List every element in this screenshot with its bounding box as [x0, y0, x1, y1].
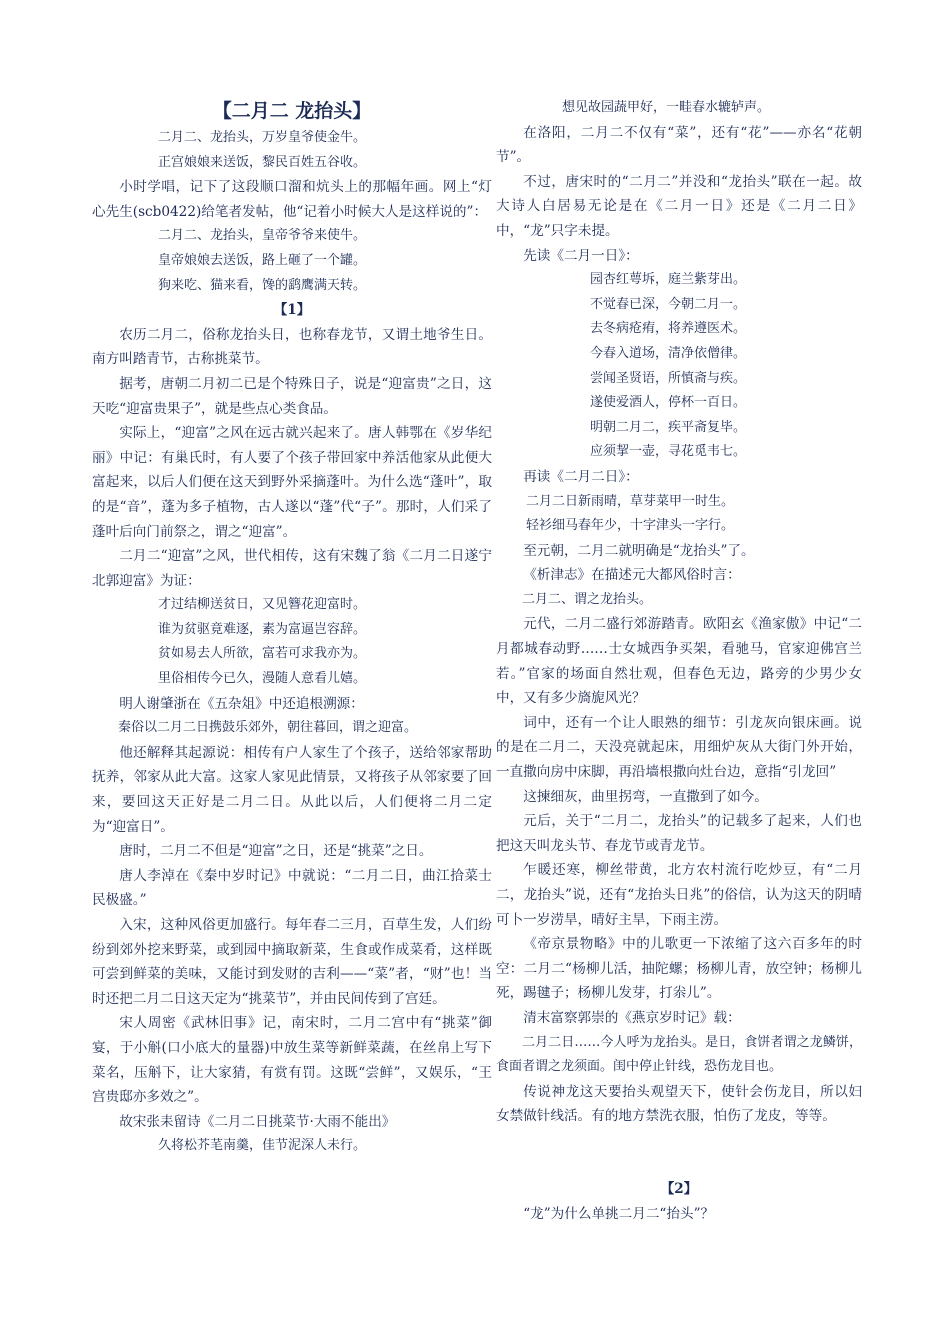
verse-line: 想见故园蔬甲好，一畦春水辘轳声。 — [562, 100, 771, 115]
verse-line: 久将松芥芼南羹，佳节泥深人未行。 — [158, 1138, 367, 1154]
verse-line: 二月二日新雨晴，草芽菜甲一时生。 — [526, 493, 735, 509]
paragraph: 至元朝，二月二就明确是“龙抬头”了。 — [523, 542, 755, 559]
verse-line: 园杏红萼坼，庭兰紫芽出。 — [590, 272, 747, 288]
verse-line: 皇帝娘娘去送饭，路上砸了一个罐。 — [158, 252, 367, 268]
verse-line: 二月二、龙抬头，万岁皇爷使金牛。 — [158, 130, 367, 145]
verse-line: 去冬病疮痏，将养遵医术。 — [590, 321, 747, 337]
paragraph: 不过，唐宋时的“二月二”并没和“龙抬头”联在一起。故大诗人白居易无论是在《二月一日》还是《二月二日》中，“龙”只字未提。 — [496, 173, 862, 239]
verse-line: 才过结柳送贫日，又见簪花迎富时。 — [158, 597, 367, 613]
paragraph: 唐人李淖在《秦中岁时记》中就说：“二月二日，曲江拾菜士民极盛。” — [92, 867, 492, 909]
quote-paragraph: 二月二、谓之龙抬头。 — [522, 591, 653, 607]
verse-line: 不觉春已深，今朝二月一。 — [590, 296, 747, 312]
verse-line: 今春入道场，清净依僧律。 — [590, 345, 747, 361]
right-column-body — [496, 96, 862, 1226]
blank-line — [496, 1153, 862, 1177]
paragraph: 农历二月二，俗称龙抬头日，也称春龙节，又谓土地爷生日。南方叫踏青节，古称挑菜节。 — [92, 326, 492, 368]
quote-paragraph: 二月二日……今人呼为龙抬头。是日，食饼者谓之龙鳞饼，食面者谓之龙须面。闺中停止针线，恐伤龙目也。 — [496, 1034, 862, 1075]
paragraph: 他还解释其起源说：相传有户人家生了个孩子，送给邻家帮助抚养，邻家从此大富。这家人家见此情景，又将孩子从邻家要了回来，要回这天正好是二月二日。从此以后，人们便将二月二定为“迎富日”。 — [92, 744, 492, 835]
paragraph: 《帝京景物略》中的儿歌更一下浓缩了这六百多年的时空：二月二“杨柳儿活，抽陀螺；杨柳儿青，放空钟；杨柳儿死，踢毽子；杨柳儿发芽，打尜儿”。 — [496, 936, 862, 1002]
left-column-body — [92, 126, 492, 1159]
article-title: 【二月二 龙抬头】 — [212, 100, 372, 122]
paragraph: 《析津志》在描述元大都风俗时言： — [523, 567, 741, 584]
paragraph: 清末富察郭崇的《燕京岁时记》载： — [523, 1009, 741, 1026]
verse-line: 谁为贫驱竟难逐，素为富逼岂容辞。 — [158, 621, 367, 637]
paragraph: “龙”为什么单挑二月二“抬头”？ — [523, 1205, 715, 1222]
paragraph: 传说神龙这天要抬头观望天下，使针会伤龙目，所以妇女禁做针线活。有的地方禁洗衣服，怕伤了龙皮，等等。 — [496, 1083, 862, 1125]
paragraph: 小时学唱，记下了这段顺口溜和炕头上的那幅年画。网上“灯心先生(scb0422)给笔者发帖，他“记着小时候大人是这样说的”： — [92, 179, 492, 220]
verse-line: 里俗相传今已久，漫随人意看儿嬉。 — [158, 671, 367, 687]
paragraph: 乍暖还寒，柳丝带黄，北方农村流行吃炒豆，有“二月二，龙抬头”说，还有“龙抬头日兆”的俗信，认为这天的阴晴可卜一岁涝旱，晴好主旱，下雨主涝。 — [496, 862, 862, 928]
paragraph: 元代，二月二盛行郊游踏青。欧阳玄《渔家傲》中记“二月都城春动野……士女城西争买架，看驰马，官家迎佛宫兰若。”官家的场面自然壮观，但春色无边，路旁的少男少女中，又有多少旖旎风光？ — [496, 616, 862, 707]
paragraph: 唐时，二月二不但是“迎富”之日，还是“挑菜”之日。 — [119, 843, 433, 860]
section-heading: 【2】 — [660, 1180, 698, 1197]
paragraph: 再读《二月二日》： — [523, 468, 639, 485]
paragraph: 词中，还有一个让人眼熟的细节：引龙灰向银床画。说的是在二月二，天没亮就起床，用细炉灰从大街门外开始，一直撒向房中床脚，再沿墙根撒向灶台边，意指“引龙回” — [496, 714, 862, 781]
paragraph: 据考，唐朝二月初二已是个特殊日子，说是“迎富贵”之日，这天吃“迎富贵果子”，就是些点心类食品。 — [92, 375, 492, 417]
verse-line: 轻衫细马春年少，十字津头一字行。 — [526, 518, 735, 534]
section-heading: 【1】 — [273, 302, 311, 319]
verse-line: 遂使爱酒人，停杯一百日。 — [590, 395, 747, 411]
verse-line: 贫如易去人所欲，富若可求我亦为。 — [158, 646, 367, 662]
blank-line — [496, 1129, 862, 1153]
paragraph: 宋人周密《武林旧事》记，南宋时，二月二宫中有“挑菜”御宴，于小斛(口小底大的量器)中放生菜等新鲜菜蔬，在丝帛上写下菜名，压斛下，让大家猜，有赏有罚。这既“尝鲜”，又娱乐，“王宫贵邸亦多效之”。 — [92, 1015, 492, 1106]
right-column — [496, 96, 862, 1226]
verse-line: 尝闻圣贤语，所慎斋与疾。 — [590, 370, 747, 386]
verse-line: 狗来吃、猫来看，馋的鹞鹰满天转。 — [158, 277, 367, 293]
quote-paragraph: 秦俗以二月二日携鼓乐郊外，朝往暮回，谓之迎富。 — [118, 720, 418, 736]
left-column — [92, 96, 492, 1159]
paragraph: 二月二“迎富”之风，世代相传，这有宋魏了翁《二月二日遂宁北郭迎富》为证： — [92, 548, 492, 589]
verse-line: 应须挈一壶，寻花觅韦七。 — [590, 444, 747, 460]
paragraph: 故宋张耒留诗《二月二日挑菜节·大雨不能出》 — [119, 1113, 396, 1130]
paragraph: 入宋，这种风俗更加盛行。每年春二三月，百草生发，人们纷纷到郊外挖来野菜，或到园中摘取新菜，生食或作成菜肴，这样既可尝到鲜菜的美味，又能讨到发财的吉利——“菜”者，“财”也！当时还把二月二日这天定为“挑菜节”，并由民间传到了宫廷。 — [92, 917, 492, 1007]
paragraph: 先读《二月一日》： — [523, 247, 639, 264]
paragraph: 这揀细灰，曲里拐弯，一直撒到了如今。 — [523, 788, 768, 805]
verse-line: 正宫娘娘来送饭，黎民百姓五谷收。 — [158, 154, 367, 170]
paragraph: 在洛阳，二月二不仅有“菜”，还有“花”——亦名“花朝节”。 — [496, 124, 862, 166]
paragraph: 实际上，“迎富”之风在远古就兴起来了。唐人韩鄂在《岁华纪丽》中记：有巢氏时，有人要了个孩子带回家中养活他家从此便大富起来，以后人们便在这天到野外采摘蓬叶。为什么选“蓬叶”，取的是“音”，蓬为多子植物，古人遂以“蓬”代“子”。那时，人们采了蓬叶后向门前祭之，谓之“迎富”。 — [92, 425, 492, 540]
paragraph: 明人谢肇浙在《五杂俎》中还追根溯源： — [119, 695, 364, 712]
verse-line: 二月二、龙抬头，皇帝爷爷来使牛。 — [158, 228, 367, 244]
verse-line: 明朝二月二，疾平斋复毕。 — [590, 419, 747, 435]
paragraph: 元后，关于“二月二，龙抬头”的记载多了起来，人们也把这天叫龙头节、春龙节或青龙节。 — [496, 813, 862, 854]
